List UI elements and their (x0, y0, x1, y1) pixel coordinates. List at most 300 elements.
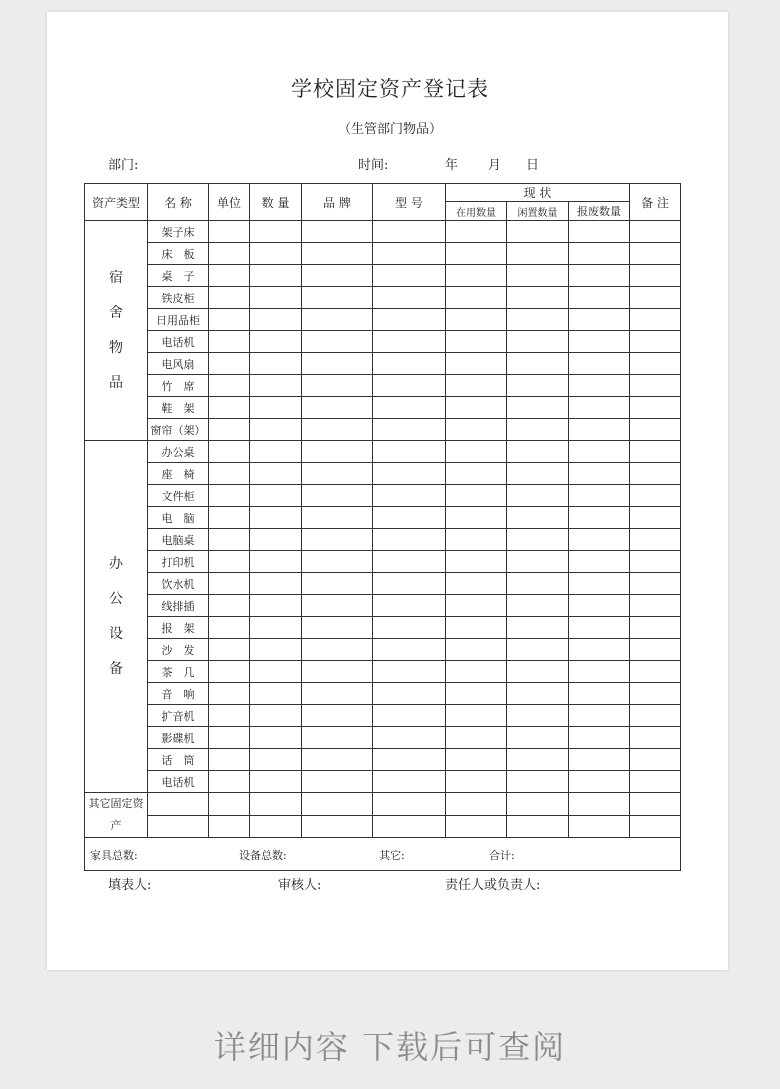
blank-cell[interactable] (373, 771, 446, 793)
category-char: 备 (109, 660, 123, 677)
category-char: 设 (109, 625, 123, 642)
blank-cell[interactable] (630, 683, 681, 705)
blank-cell[interactable] (373, 749, 446, 771)
blank-cell[interactable] (250, 573, 302, 595)
blank-cell[interactable] (302, 551, 373, 573)
blank-cell[interactable] (446, 595, 507, 617)
blank-cell[interactable] (302, 815, 373, 838)
blank-cell[interactable] (569, 595, 630, 617)
reviewer-label: 审核人: (278, 878, 322, 893)
item-name: 扩音机 (148, 705, 209, 727)
item-name: 竹 席 (148, 375, 209, 397)
blank-cell[interactable] (569, 705, 630, 727)
blank-cell[interactable] (507, 661, 569, 683)
blank-cell[interactable] (373, 617, 446, 639)
blank-cell[interactable] (569, 573, 630, 595)
blank-cell[interactable] (209, 485, 250, 507)
blank-cell[interactable] (569, 419, 630, 441)
table-row (85, 397, 681, 419)
blank-cell[interactable] (507, 815, 569, 838)
blank-cell[interactable] (250, 309, 302, 331)
blank-cell[interactable] (630, 397, 681, 419)
blank-cell[interactable] (507, 375, 569, 397)
blank-cell[interactable] (507, 705, 569, 727)
blank-cell[interactable] (250, 243, 302, 265)
blank-cell[interactable] (209, 705, 250, 727)
blank-cell[interactable] (302, 595, 373, 617)
blank-cell[interactable] (209, 243, 250, 265)
table-row (85, 485, 681, 507)
blank-cell[interactable] (373, 441, 446, 463)
blank-cell[interactable] (209, 463, 250, 485)
blank-cell[interactable] (569, 617, 630, 639)
blank-cell[interactable] (373, 727, 446, 749)
blank-cell[interactable] (373, 419, 446, 441)
blank-cell[interactable] (302, 727, 373, 749)
blank-cell[interactable] (302, 287, 373, 309)
other-category-cell: 其它固定资产 (85, 793, 148, 838)
item-name: 桌 子 (148, 265, 209, 287)
blank-cell[interactable] (209, 397, 250, 419)
blank-cell[interactable] (209, 639, 250, 661)
table-row (85, 683, 681, 705)
blank-cell[interactable] (302, 419, 373, 441)
blank-cell[interactable] (569, 793, 630, 816)
blank-cell[interactable] (446, 221, 507, 243)
header-scrapped: 报废数量 (569, 202, 630, 221)
item-name: 线排插 (148, 595, 209, 617)
blank-cell[interactable] (373, 463, 446, 485)
blank-cell[interactable] (630, 771, 681, 793)
blank-cell[interactable] (302, 507, 373, 529)
item-name: 电话机 (148, 771, 209, 793)
blank-cell[interactable] (209, 507, 250, 529)
blank-cell[interactable] (209, 815, 250, 838)
blank-cell[interactable] (302, 771, 373, 793)
blank-cell[interactable] (507, 309, 569, 331)
blank-cell[interactable] (569, 507, 630, 529)
blank-cell[interactable] (446, 815, 507, 838)
blank-cell[interactable] (250, 551, 302, 573)
header-unit: 单位 (209, 184, 250, 221)
blank-cell[interactable] (569, 551, 630, 573)
blank-cell[interactable] (507, 683, 569, 705)
blank-cell[interactable] (209, 573, 250, 595)
blank-cell[interactable] (209, 617, 250, 639)
blank-cell[interactable] (446, 397, 507, 419)
blank-cell[interactable] (209, 595, 250, 617)
blank-cell[interactable] (507, 507, 569, 529)
table-row (85, 243, 681, 265)
blank-cell[interactable] (507, 617, 569, 639)
category-char: 品 (109, 374, 123, 391)
blank-cell[interactable] (302, 573, 373, 595)
item-name: 窗帘（架） (148, 419, 209, 441)
item-name: 床 板 (148, 243, 209, 265)
blank-cell[interactable] (569, 727, 630, 749)
blank-cell[interactable] (630, 573, 681, 595)
blank-cell[interactable] (569, 221, 630, 243)
blank-cell[interactable] (302, 485, 373, 507)
blank-cell[interactable] (569, 639, 630, 661)
blank-cell[interactable] (302, 529, 373, 551)
blank-cell[interactable] (302, 683, 373, 705)
header-row (85, 184, 681, 202)
blank-cell[interactable] (209, 353, 250, 375)
dept-label: 部门: (108, 158, 139, 173)
table-row (85, 639, 681, 661)
blank-cell[interactable] (569, 309, 630, 331)
blank-cell[interactable] (302, 749, 373, 771)
blank-cell[interactable] (373, 221, 446, 243)
blank-cell[interactable] (302, 463, 373, 485)
blank-cell[interactable] (250, 749, 302, 771)
blank-cell[interactable] (446, 573, 507, 595)
blank-cell[interactable] (373, 705, 446, 727)
blank-cell[interactable] (209, 661, 250, 683)
blank-cell[interactable] (446, 793, 507, 816)
blank-cell[interactable] (569, 683, 630, 705)
blank-cell[interactable] (446, 331, 507, 353)
blank-cell[interactable] (630, 441, 681, 463)
blank-cell[interactable] (446, 419, 507, 441)
blank-cell[interactable] (446, 551, 507, 573)
blank-cell[interactable] (250, 353, 302, 375)
blank-cell[interactable] (507, 265, 569, 287)
blank-cell[interactable] (250, 705, 302, 727)
blank-cell[interactable] (507, 243, 569, 265)
table-row (85, 507, 681, 529)
table-row (85, 749, 681, 771)
blank-cell[interactable] (630, 705, 681, 727)
total-sum-label: 合计: (489, 849, 515, 862)
blank-cell[interactable] (250, 221, 302, 243)
blank-cell[interactable] (373, 331, 446, 353)
blank-cell[interactable] (446, 485, 507, 507)
blank-cell[interactable] (302, 265, 373, 287)
blank-cell[interactable] (507, 353, 569, 375)
blank-cell[interactable] (630, 485, 681, 507)
blank-cell[interactable] (302, 353, 373, 375)
header-brand: 品 牌 (302, 184, 373, 221)
category-char: 公 (109, 590, 123, 607)
blank-cell[interactable] (373, 485, 446, 507)
blank-cell[interactable] (630, 529, 681, 551)
blank-cell[interactable] (209, 683, 250, 705)
blank-cell[interactable] (630, 749, 681, 771)
table-row (85, 551, 681, 573)
blank-cell[interactable] (250, 507, 302, 529)
blank-cell[interactable] (569, 353, 630, 375)
blank-cell[interactable] (209, 793, 250, 816)
blank-cell[interactable] (302, 617, 373, 639)
item-name: 音 响 (148, 683, 209, 705)
blank-cell[interactable] (373, 309, 446, 331)
blank-cell[interactable] (302, 441, 373, 463)
blank-cell[interactable] (446, 683, 507, 705)
blank-cell[interactable] (630, 221, 681, 243)
blank-cell[interactable] (630, 815, 681, 838)
blank-cell[interactable] (250, 771, 302, 793)
blank-cell[interactable] (250, 793, 302, 816)
blank-cell[interactable] (630, 375, 681, 397)
item-name: 日用品柜 (148, 309, 209, 331)
table-row (85, 463, 681, 485)
blank-cell[interactable] (209, 375, 250, 397)
asset-register-table (84, 183, 681, 871)
blank-cell[interactable] (630, 309, 681, 331)
totals-row (85, 838, 681, 871)
blank-cell[interactable] (446, 463, 507, 485)
blank-cell[interactable] (446, 617, 507, 639)
blank-cell[interactable] (569, 815, 630, 838)
blank-cell[interactable] (569, 463, 630, 485)
blank-cell[interactable] (373, 639, 446, 661)
month-label: 月 (488, 158, 502, 173)
blank-cell[interactable] (446, 265, 507, 287)
blank-cell[interactable] (302, 661, 373, 683)
blank-cell[interactable] (630, 617, 681, 639)
category-char: 宿 (109, 269, 123, 286)
blank-cell[interactable] (446, 287, 507, 309)
blank-cell[interactable] (630, 353, 681, 375)
blank-cell[interactable] (569, 771, 630, 793)
blank-cell[interactable] (569, 749, 630, 771)
blank-cell[interactable] (209, 749, 250, 771)
blank-cell[interactable] (630, 331, 681, 353)
blank-cell[interactable] (250, 331, 302, 353)
blank-cell[interactable] (507, 639, 569, 661)
table-row (85, 353, 681, 375)
blank-cell[interactable] (302, 331, 373, 353)
blank-cell[interactable] (507, 573, 569, 595)
blank-cell[interactable] (507, 595, 569, 617)
blank-cell[interactable] (373, 265, 446, 287)
blank-cell[interactable] (250, 529, 302, 551)
blank-cell[interactable] (446, 441, 507, 463)
blank-cell[interactable] (250, 287, 302, 309)
blank-cell[interactable] (507, 397, 569, 419)
header-status: 现 状 (446, 184, 630, 202)
blank-cell[interactable] (569, 397, 630, 419)
item-name: 电脑桌 (148, 529, 209, 551)
table-row (85, 595, 681, 617)
blank-cell[interactable] (209, 727, 250, 749)
blank-cell[interactable] (446, 727, 507, 749)
blank-cell[interactable] (446, 705, 507, 727)
blank-cell[interactable] (302, 397, 373, 419)
blank-cell[interactable] (373, 551, 446, 573)
table-row (85, 573, 681, 595)
blank-cell[interactable] (302, 705, 373, 727)
blank-cell[interactable] (446, 353, 507, 375)
blank-cell[interactable] (209, 441, 250, 463)
blank-cell[interactable] (630, 243, 681, 265)
blank-cell[interactable] (507, 441, 569, 463)
blank-cell[interactable] (446, 375, 507, 397)
blank-cell[interactable] (630, 463, 681, 485)
header-qty: 数 量 (250, 184, 302, 221)
blank-cell[interactable] (373, 507, 446, 529)
blank-cell[interactable] (507, 727, 569, 749)
blank-cell[interactable] (250, 485, 302, 507)
table-row (85, 419, 681, 441)
blank-cell[interactable] (373, 793, 446, 816)
blank-cell[interactable] (507, 551, 569, 573)
blank-cell[interactable] (302, 221, 373, 243)
total-equipment-label: 设备总数: (239, 849, 287, 862)
blank-cell[interactable] (209, 419, 250, 441)
blank-cell[interactable] (507, 419, 569, 441)
blank-cell[interactable] (446, 771, 507, 793)
responsible-label: 责任人或负责人: (445, 878, 541, 893)
blank-cell[interactable] (630, 287, 681, 309)
total-furniture-label: 家具总数: (90, 849, 138, 862)
blank-cell[interactable] (569, 243, 630, 265)
table-row (85, 331, 681, 353)
item-name: 饮水机 (148, 573, 209, 595)
item-name: 话 筒 (148, 749, 209, 771)
blank-cell[interactable] (250, 639, 302, 661)
table-row (85, 375, 681, 397)
blank-cell[interactable] (250, 375, 302, 397)
blank-cell[interactable] (507, 529, 569, 551)
blank-cell[interactable] (446, 309, 507, 331)
category-cell (85, 221, 148, 441)
blank-cell[interactable] (569, 375, 630, 397)
blank-cell[interactable] (569, 265, 630, 287)
blank-cell[interactable] (507, 793, 569, 816)
blank-cell[interactable] (373, 573, 446, 595)
item-name: 报 架 (148, 617, 209, 639)
blank-cell[interactable] (250, 815, 302, 838)
category-char: 舍 (109, 304, 123, 321)
blank-cell[interactable] (209, 287, 250, 309)
blank-cell[interactable] (569, 529, 630, 551)
table-row (85, 221, 681, 243)
blank-cell[interactable] (507, 463, 569, 485)
blank-cell[interactable] (250, 419, 302, 441)
table-row (85, 265, 681, 287)
item-name: 电话机 (148, 331, 209, 353)
blank-cell[interactable] (209, 265, 250, 287)
blank-cell[interactable] (630, 595, 681, 617)
blank-cell[interactable] (373, 529, 446, 551)
blank-cell[interactable] (250, 397, 302, 419)
blank-cell[interactable] (630, 551, 681, 573)
blank-cell[interactable] (209, 331, 250, 353)
blank-cell[interactable] (569, 441, 630, 463)
blank-cell[interactable] (630, 265, 681, 287)
blank-cell[interactable] (302, 793, 373, 816)
blank-cell[interactable] (446, 529, 507, 551)
item-name: 办公桌 (148, 441, 209, 463)
item-name: 文件柜 (148, 485, 209, 507)
blank-cell[interactable] (250, 441, 302, 463)
table-row (85, 661, 681, 683)
blank-cell[interactable] (250, 661, 302, 683)
header-in-use: 在用数量 (446, 202, 507, 221)
blank-cell[interactable] (507, 331, 569, 353)
category-char: 办 (109, 555, 123, 572)
header-type: 资产类型 (85, 184, 148, 221)
blank-cell[interactable] (507, 221, 569, 243)
blank-cell[interactable] (302, 639, 373, 661)
item-name: 沙 发 (148, 639, 209, 661)
blank-cell[interactable] (209, 529, 250, 551)
category-cell (85, 441, 148, 793)
blank-cell[interactable] (373, 661, 446, 683)
blank-cell[interactable] (446, 507, 507, 529)
day-label: 日 (526, 158, 540, 173)
blank-cell[interactable] (373, 595, 446, 617)
blank-cell[interactable] (209, 309, 250, 331)
blank-cell[interactable] (630, 661, 681, 683)
blank-cell[interactable] (250, 617, 302, 639)
blank-cell[interactable] (569, 661, 630, 683)
blank-cell[interactable] (446, 661, 507, 683)
blank-cell[interactable] (630, 793, 681, 816)
blank-cell[interactable] (373, 397, 446, 419)
blank-cell[interactable] (569, 485, 630, 507)
blank-cell[interactable] (446, 639, 507, 661)
table-row (85, 441, 681, 463)
blank-cell[interactable] (630, 727, 681, 749)
page-subtitle: （生管部门物品） (337, 122, 442, 137)
blank-cell[interactable] (373, 243, 446, 265)
header-idle: 闲置数量 (507, 202, 569, 221)
blank-cell[interactable] (507, 771, 569, 793)
header-model: 型 号 (373, 184, 446, 221)
blank-cell[interactable] (250, 683, 302, 705)
blank-cell[interactable] (302, 375, 373, 397)
filler-label: 填表人: (108, 878, 152, 893)
table-row (85, 309, 681, 331)
blank-cell[interactable] (630, 419, 681, 441)
blank-cell[interactable] (209, 221, 250, 243)
blank-cell[interactable] (569, 287, 630, 309)
blank-cell[interactable] (507, 749, 569, 771)
blank-cell[interactable] (630, 639, 681, 661)
blank-cell[interactable] (250, 727, 302, 749)
blank-cell[interactable] (250, 265, 302, 287)
blank-cell[interactable] (209, 551, 250, 573)
blank-cell[interactable] (446, 749, 507, 771)
blank-cell[interactable] (507, 287, 569, 309)
item-name: 打印机 (148, 551, 209, 573)
blank-cell[interactable] (250, 595, 302, 617)
blank-cell[interactable] (569, 331, 630, 353)
blank-cell[interactable] (373, 353, 446, 375)
year-label: 年 (445, 158, 459, 173)
blank-cell[interactable] (302, 243, 373, 265)
blank-cell[interactable] (373, 287, 446, 309)
blank-cell[interactable] (373, 815, 446, 838)
table-row (85, 529, 681, 551)
item-name: 铁皮柜 (148, 287, 209, 309)
blank-cell[interactable] (630, 507, 681, 529)
blank-cell[interactable] (507, 485, 569, 507)
item-name: 座 椅 (148, 463, 209, 485)
blank-cell[interactable] (302, 309, 373, 331)
blank-cell[interactable] (446, 243, 507, 265)
blank-cell[interactable] (148, 815, 209, 838)
blank-cell[interactable] (209, 771, 250, 793)
blank-cell[interactable] (148, 793, 209, 816)
blank-cell[interactable] (250, 463, 302, 485)
blank-cell[interactable] (373, 683, 446, 705)
blank-cell[interactable] (373, 375, 446, 397)
